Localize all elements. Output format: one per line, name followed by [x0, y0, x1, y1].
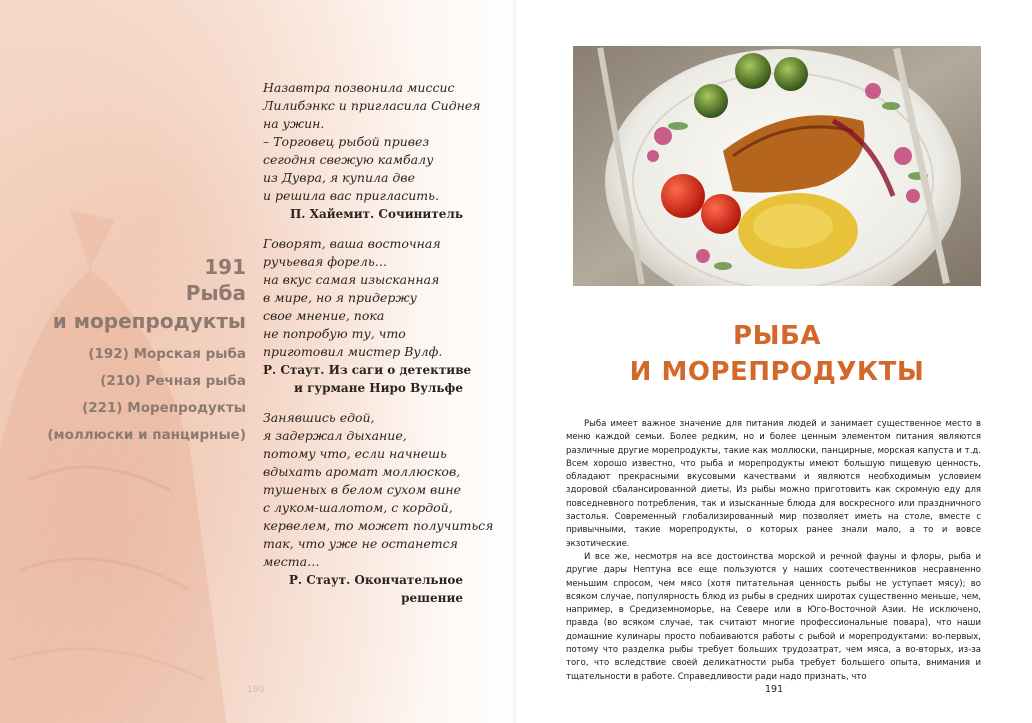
epigraph-line: места…: [263, 554, 320, 569]
epigraph-line: из Дувра, я купила две: [263, 170, 415, 185]
section-river-fish: (210) Речная рыба: [100, 373, 246, 389]
section-title: [573, 318, 981, 390]
epigraph-line: с луком-шалотом, с кордой,: [263, 500, 453, 515]
epigraph-attribution: решение: [401, 591, 463, 605]
page-number-left: 190: [247, 685, 265, 695]
epigraph: [263, 409, 494, 607]
epigraph-line: ручьевая форель…: [263, 254, 388, 269]
epigraph-line: потому что, если начнешь: [263, 446, 447, 461]
section-title-line1: РЫБА: [733, 321, 821, 351]
epigraph-line: на вкус самая изысканная: [263, 272, 440, 287]
body-text: [566, 418, 981, 684]
chapter-number: 191: [204, 255, 246, 279]
epigraph: [263, 79, 481, 223]
epigraph-line: кервелем, то может получиться: [263, 518, 494, 533]
fish-dish-photo: [573, 46, 981, 286]
epigraph-attribution: Р. Стаут. Из саги о детективе: [263, 363, 472, 377]
epigraph-line: свое мнение, пока: [263, 308, 385, 323]
epigraph-line: и решила вас пригласить.: [263, 188, 439, 203]
section-sea-fish: (192) Морская рыба: [88, 346, 246, 362]
epigraph-line: – Торговец рыбой привез: [263, 134, 430, 149]
chapter-heading: [47, 255, 246, 443]
epigraph-line: Говорят, ваша восточная: [263, 236, 441, 251]
epigraph-line: я задержал дыхание,: [263, 428, 407, 443]
epigraph-line: в мире, но я придержу: [263, 290, 417, 305]
epigraph-line: Занявшись едой,: [263, 410, 375, 425]
epigraph-line: Лилибэнкс и пригласила Сиднея: [263, 98, 481, 113]
epigraph: [263, 235, 472, 397]
epigraph-line: так, что уже не останется: [263, 536, 458, 551]
epigraph-attribution: Р. Стаут. Окончательное: [288, 573, 463, 587]
epigraph-line: не попробую ту, что: [263, 326, 406, 341]
epigraph-line: тушеных в белом сухом вине: [263, 482, 461, 497]
epigraph-attribution: П. Хайемит. Сочинитель: [289, 207, 463, 221]
epigraphs: [263, 79, 494, 619]
section-mollusks: (моллюски и панцирные): [47, 427, 246, 443]
page-number-right: 191: [765, 684, 784, 695]
epigraph-line: сегодня свежую камбалу: [263, 152, 434, 167]
epigraph-line: на ужин.: [263, 116, 325, 131]
chapter-title-line2: и морепродукты: [52, 309, 246, 333]
epigraph-line: вдыхать аромат моллюсков,: [263, 464, 461, 479]
paragraph-1: Рыба имеет важное значение для питания людей и занимает существенное место в меню каждой семьи. Более редким, но и более ценным элементом питания являются различные другие морепродукты, такие как моллюски, панцирные, морская капуста и т.д. Всем хорошо известно, что рыба и морепродукты имеют большую пищевую ценность, обладают прекрасными вкусовыми качествами и являются необходимым условием здоровой сбалансированной диеты. Из рыбы можно приготовить как скромную еду для повседневного потребления, так и изысканные блюда для воскресного или праздничного застолья. Современный глобализированный мир позволяет иметь на столе, вместе с привычными, такие морепродукты, о которых ранее знали мало, а то и вовсе экзотические.: [566, 419, 981, 549]
chapter-title-line1: Рыба: [185, 281, 246, 305]
epigraph-line: приготовил мистер Вулф.: [263, 344, 443, 359]
section-title-line2: И МОРЕПРОДУКТЫ: [629, 357, 925, 387]
paragraph-2: И все же, несмотря на все достоинства морской и речной фауны и флоры, рыба и другие дары Нептуна все еще пользуются у наших соотечественников несравненно меньшим спросом, чем мясо (хотя питательная ценность рыбы не уступает мясу); во всяком случае, популярность блюд из рыбы в средних широтах существенно меньше, чем, например, в Средиземноморье, на Севере или в Юго-Восточной Азии. Не исключено, правда (во всяком случае, так считают многие профессиональные повара), что наши домашние кулинары просто побаиваются работы с рыбой и морепродуктами: во-первых, потому что разделка рыбы требует больших трудозатрат, чем мяса, а во-вторых, из-за того, что вследствие своей деликатности рыба требует большего опыта, внимания и тщательности в работе. Справедливости ради надо признать, что: [566, 551, 981, 682]
section-seafood: (221) Морепродукты: [82, 400, 246, 416]
epigraph-line: Назавтра позвонила миссис: [263, 80, 455, 95]
epigraph-attribution: и гурмане Ниро Вульфе: [294, 381, 463, 395]
